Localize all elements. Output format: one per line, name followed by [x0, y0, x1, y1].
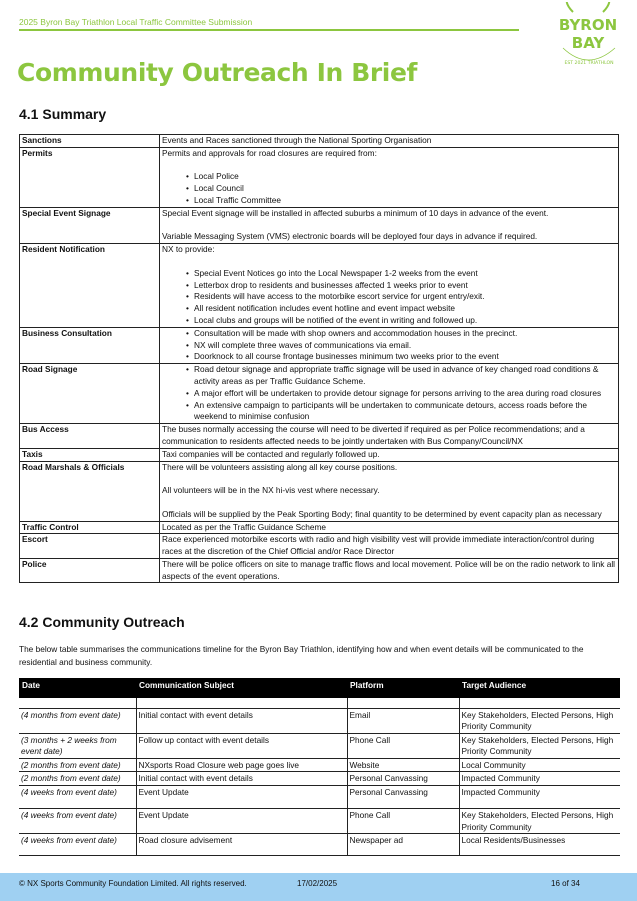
column-header-subject: Communication Subject [136, 678, 347, 698]
section-heading-outreach: 4.2 Community Outreach [19, 614, 185, 630]
summary-row [20, 244, 619, 328]
summary-key: Resident Notification [20, 244, 160, 328]
bullet-item: • Letterbox drop to residents and businesses affected 1 weeks prior to event [162, 280, 616, 292]
table-row [19, 809, 620, 834]
cell-date: (4 weeks from event date) [19, 786, 136, 809]
logo-word-bay: BAY [571, 34, 605, 52]
cell-platform: Personal Canvassing [347, 772, 459, 786]
summary-key: Escort [20, 534, 160, 559]
footer-date: 17/02/2025 [297, 879, 338, 888]
table-row [19, 733, 620, 758]
cell-audience: Impacted Community [459, 786, 620, 809]
bullet-item: • Road detour signage and appropriate traffic signage will be used in advance of key changed road conditions & activity areas as per Traffic Guidance Scheme. [162, 364, 616, 388]
summary-value: The buses normally accessing the course will need to be diverted if required as per Police recommendations; and a communication to residents affected needs to be jointly undertaken with Bus Company/Council/NX [160, 424, 619, 449]
bullet-item: • Local Council [162, 183, 616, 195]
summary-row [20, 448, 619, 461]
footer-copyright: © NX Sports Community Foundation Limited. All rights reserved. [19, 879, 247, 888]
cell-date: (4 weeks from event date) [19, 834, 136, 856]
cell-platform: Newspaper ad [347, 834, 459, 856]
header-title: 2025 Byron Bay Triathlon Local Traffic Committee Submission [19, 17, 253, 27]
cell-date: (4 weeks from event date) [19, 809, 136, 834]
summary-key: Bus Access [20, 424, 160, 449]
summary-row [20, 461, 619, 521]
summary-row [20, 558, 619, 583]
header-rule [19, 29, 519, 31]
cell-subject: Event Update [136, 786, 347, 809]
summary-value: Special Event signage will be installed in affected suburbs a minimum of 10 days in advance of the event. Variable Messaging System (VMS) electronic boards will be deployed four days in advance if required. [160, 207, 619, 243]
summary-key: Road Marshals & Officials [20, 461, 160, 521]
summary-row [20, 364, 619, 424]
bullet-item: • Special Event Notices go into the Local Newspaper 1-2 weeks from the event [162, 268, 616, 280]
bullet-item: • An extensive campaign to participants will be undertaken to communicate detours, access roads before the weekend to minimise confusion [162, 400, 616, 424]
cell-subject: Event Update [136, 809, 347, 834]
table-row [19, 758, 620, 772]
cell-platform: Phone Call [347, 733, 459, 758]
cell-platform: Phone Call [347, 809, 459, 834]
summary-value: There will be police officers on site to manage traffic flows and local movement. Police will be on the radio network to link all aspects of the event operations. [160, 558, 619, 583]
cell-platform: Website [347, 758, 459, 772]
summary-row [20, 327, 619, 363]
summary-value: Events and Races sanctioned through the National Sporting Organisation [160, 135, 619, 148]
summary-value [160, 327, 619, 363]
cell-subject: Initial contact with event details [136, 708, 347, 733]
bullet-item: • Local Traffic Committee [162, 195, 616, 207]
summary-key: Permits [20, 147, 160, 207]
summary-key: Police [20, 558, 160, 583]
summary-table [19, 134, 619, 583]
summary-row [20, 135, 619, 148]
summary-row [20, 207, 619, 243]
cell-subject: Follow up contact with event details [136, 733, 347, 758]
table-spacer-row [19, 698, 620, 708]
table-row [19, 786, 620, 809]
column-header-platform: Platform [347, 678, 459, 698]
summary-value: NX to provide: • Special Event Notices go into the Local Newspaper 1-2 weeks from the event • Letterbox drop to residents and businesses affected 1 weeks prior to event • Residents will have access to the motorbike escort service for urgent entry/exit. • All resident notification includes event hotline and event impact website • Local clubs and groups will be notified of the event in writing and followed up. [160, 244, 619, 328]
summary-row [20, 424, 619, 449]
summary-value: Located as per the Traffic Guidance Scheme [160, 521, 619, 534]
summary-key: Sanctions [20, 135, 160, 148]
cell-subject: Road closure advisement [136, 834, 347, 856]
summary-value: Taxi companies will be contacted and regularly followed up. [160, 448, 619, 461]
table-row [19, 708, 620, 733]
cell-date: (4 months from event date) [19, 708, 136, 733]
outreach-intro: The below table summarises the communications timeline for the Byron Bay Triathlon, identifying how and when event details will be communicated to the residential and business community. [19, 644, 584, 667]
cell-audience: Local Residents/Businesses [459, 834, 620, 856]
column-header-date: Date [19, 678, 136, 698]
summary-key: Special Event Signage [20, 207, 160, 243]
bullet-item: • NX will complete three waves of communications via email. [162, 340, 616, 352]
summary-row [20, 534, 619, 559]
bullet-item: • Residents will have access to the motorbike escort service for urgent entry/exit. [162, 291, 616, 303]
cell-date: (2 months from event date) [19, 758, 136, 772]
cell-date: (2 months from event date) [19, 772, 136, 786]
summary-row [20, 521, 619, 534]
summary-value: There will be volunteers assisting along all key course positions. All volunteers will be in the NX hi-vis vest where necessary. Officials will be supplied by the Peak Sporting Body; final quantity to be determined by event capacity plan as necessary [160, 461, 619, 521]
summary-key: Traffic Control [20, 521, 160, 534]
outreach-header-row [19, 678, 620, 698]
bullet-item: • Doorknock to all course frontage businesses minimum two weeks prior to the event [162, 351, 616, 363]
cell-subject: Initial contact with event details [136, 772, 347, 786]
byron-bay-triathlon-logo [553, 2, 623, 68]
page-footer [0, 873, 637, 901]
cell-audience: Key Stakeholders, Elected Persons, High Priority Community [459, 809, 620, 834]
bullet-item: • Consultation will be made with shop owners and accommodation houses in the precinct. [162, 328, 616, 340]
cell-platform: Personal Canvassing [347, 786, 459, 809]
logo-tagline: EST 2021 TRIATHLON [564, 61, 614, 66]
summary-value: Permits and approvals for road closures are required from: • Local Police • Local Council • Local Traffic Committee [160, 147, 619, 207]
cell-date: (3 months + 2 weeks from event date) [19, 733, 136, 758]
cell-audience: Key Stakeholders, Elected Persons, High Priority Community [459, 733, 620, 758]
summary-value [160, 364, 619, 424]
table-row [19, 772, 620, 786]
summary-key: Business Consultation [20, 327, 160, 363]
summary-key: Taxis [20, 448, 160, 461]
summary-row [20, 147, 619, 207]
cell-platform: Email [347, 708, 459, 733]
bullet-item: • A major effort will be undertaken to provide detour signage for persons arriving to the area during road closures [162, 388, 616, 400]
summary-key: Road Signage [20, 364, 160, 424]
cell-audience: Key Stakeholders, Elected Persons, High Priority Community [459, 708, 620, 733]
bullet-item: • Local clubs and groups will be notified of the event in writing and followed up. [162, 315, 616, 327]
bullet-item: • Local Police [162, 171, 616, 183]
bullet-item: • All resident notification includes event hotline and event impact website [162, 303, 616, 315]
column-header-audience: Target Audience [459, 678, 620, 698]
page-title: Community Outreach In Brief [17, 58, 418, 87]
logo-word-byron: BYRON [558, 16, 618, 34]
outreach-table [19, 678, 620, 856]
summary-value: Race experienced motorbike escorts with radio and high visibility vest will provide immediate interaction/control during races at the discretion of the Chief Official and/or Race Director [160, 534, 619, 559]
cell-audience: Impacted Community [459, 772, 620, 786]
cell-audience: Local Community [459, 758, 620, 772]
footer-page-number: 16 of 34 [551, 879, 580, 888]
cell-subject: NXsports Road Closure web page goes live [136, 758, 347, 772]
table-row [19, 834, 620, 856]
section-heading-summary: 4.1 Summary [19, 106, 107, 122]
